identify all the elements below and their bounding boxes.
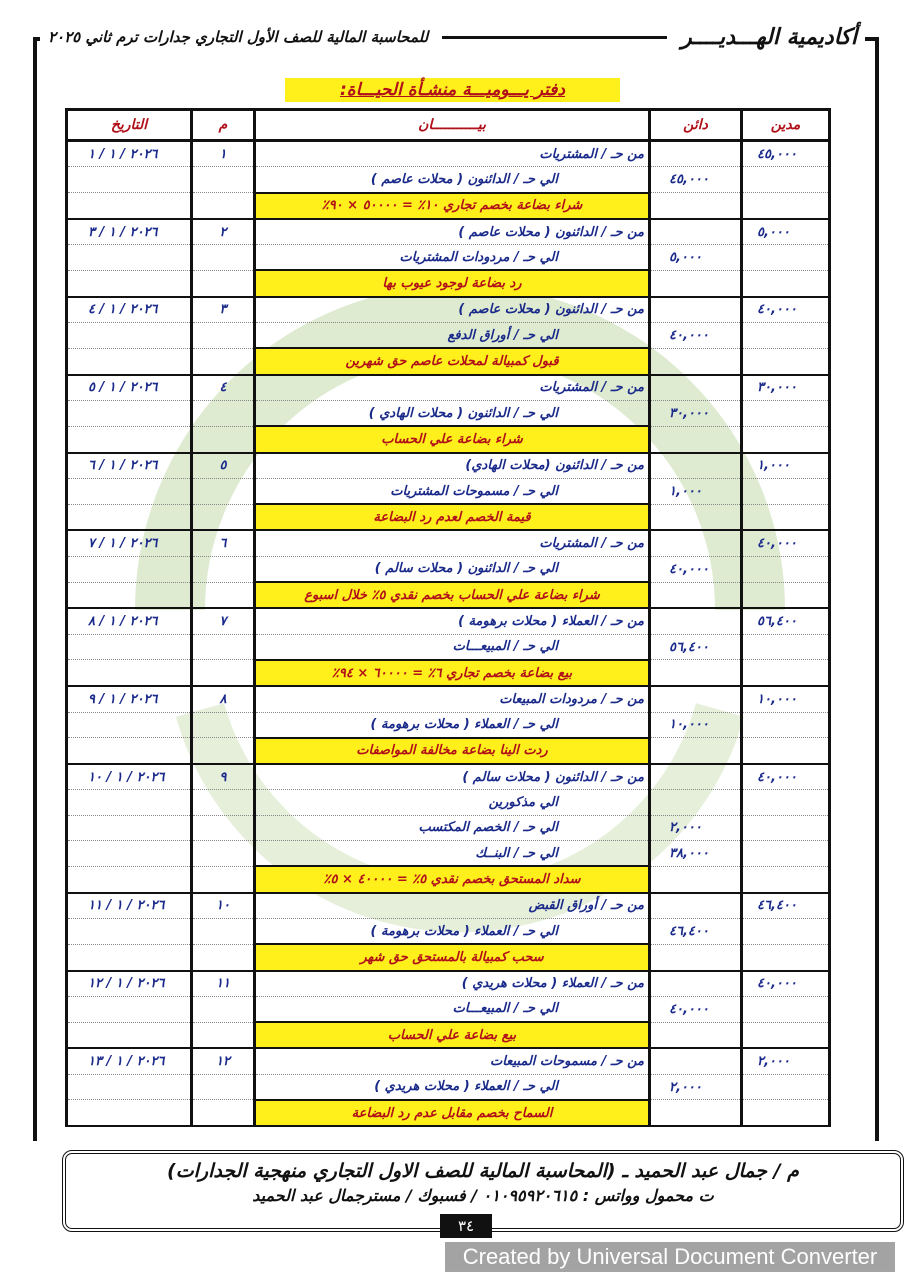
debit-account: من حـ / العملاء ( محلات برهومة ) (255, 608, 650, 634)
debit-amount (742, 323, 830, 349)
entry-number: ٢ (192, 219, 255, 245)
journal-line (67, 815, 830, 840)
credit-account: الي حـ / مسموحات المشتريات (255, 478, 650, 504)
debit-amount (742, 193, 830, 219)
entry-date (67, 504, 192, 530)
credit-amount (650, 738, 742, 764)
credit-account: الي حـ / البنــك (255, 841, 650, 867)
entry-number (192, 504, 255, 530)
debit-amount: ٤٠,٠٠٠ (742, 971, 830, 997)
entry-date: ٢٠٢٦ / ١ / ١ (67, 141, 192, 167)
journal-line (67, 1048, 830, 1074)
credit-amount (650, 893, 742, 919)
entry-number (192, 866, 255, 892)
credit-amount: ١,٠٠٠ (650, 478, 742, 504)
entry-explanation: شراء بضاعة بخصم تجاري ١٠٪ = ٥٠٠٠٠ × ٩٠٪ (255, 193, 650, 219)
credit-amount (650, 348, 742, 374)
entry-number (192, 193, 255, 219)
entry-explanation: ردت الينا بضاعة مخالفة المواصفات (255, 738, 650, 764)
academy-name: أكاديمية الهـــديــــر (673, 25, 865, 50)
entry-date: ٢٠٢٦ / ١ / ١١ (67, 893, 192, 919)
entry-number: ٧ (192, 608, 255, 634)
credit-account: الي حـ / الدائنون ( محلات عاصم ) (255, 167, 650, 193)
credit-amount (650, 219, 742, 245)
entry-number (192, 996, 255, 1022)
credit-account: الي حـ / الدائنون ( محلات سالم ) (255, 556, 650, 582)
entry-explanation: شراء بضاعة علي الحساب بخصم نقدي ٥٪ خلال اسبوع (255, 582, 650, 608)
entry-date: ٢٠٢٦ / ١ / ٤ (67, 297, 192, 323)
entry-date (67, 1100, 192, 1126)
credit-account: الي حـ / أوراق الدفع (255, 323, 650, 349)
debit-amount (742, 556, 830, 582)
debit-amount: ٤٥,٠٠٠ (742, 141, 830, 167)
entry-date (67, 996, 192, 1022)
journal-note-row (67, 582, 830, 608)
debit-amount (742, 660, 830, 686)
entry-date (67, 582, 192, 608)
debit-amount (742, 738, 830, 764)
entry-number (192, 944, 255, 970)
credit-amount (650, 608, 742, 634)
journal-line (67, 167, 830, 193)
entry-explanation: بيع بضاعة علي الحساب (255, 1022, 650, 1048)
col-debit: مدين (742, 110, 830, 141)
entry-date: ٢٠٢٦ / ١ / ٥ (67, 375, 192, 401)
entry-explanation: سداد المستحق بخصم نقدي ٥٪ = ٤٠٠٠٠ × ٥٪ (255, 866, 650, 892)
entry-number (192, 1022, 255, 1048)
entry-explanation: السماح بخصم مقابل عدم رد البضاعة (255, 1100, 650, 1126)
entry-date (67, 556, 192, 582)
credit-amount (650, 270, 742, 296)
debit-amount (742, 1100, 830, 1126)
credit-amount (650, 530, 742, 556)
entry-date: ٢٠٢٦ / ١ / ٦ (67, 453, 192, 479)
entry-date (67, 738, 192, 764)
credit-amount: ٢,٠٠٠ (650, 1074, 742, 1100)
credit-account: الي حـ / العملاء ( محلات هريدي ) (255, 1074, 650, 1100)
debit-amount: ١,٠٠٠ (742, 453, 830, 479)
debit-account: من حـ / الدائنون (محلات الهادي) (255, 453, 650, 479)
entry-date: ٢٠٢٦ / ١ / ١٣ (67, 1048, 192, 1074)
debit-amount: ٤٠,٠٠٠ (742, 297, 830, 323)
journal-line (67, 608, 830, 634)
page-number: ٣٤ (440, 1214, 492, 1238)
debit-amount (742, 478, 830, 504)
entry-date: ٢٠٢٦ / ١ / ١٠ (67, 764, 192, 790)
journal-note-row (67, 1022, 830, 1048)
debit-amount (742, 712, 830, 738)
debit-account: من حـ / مسموحات المبيعات (255, 1048, 650, 1074)
debit-amount (742, 815, 830, 840)
entry-number (192, 712, 255, 738)
debit-amount (742, 270, 830, 296)
credit-amount (650, 375, 742, 401)
debit-amount: ٤٦,٤٠٠ (742, 893, 830, 919)
debit-amount: ٢,٠٠٠ (742, 1048, 830, 1074)
credit-amount: ١٠,٠٠٠ (650, 712, 742, 738)
debit-account: من حـ / المشتريات (255, 530, 650, 556)
journal-title: دفتر يـــوميـــة منشـأة الحيـــاة: (285, 78, 620, 102)
entry-date (67, 167, 192, 193)
entry-date: ٢٠٢٦ / ١ / ١٢ (67, 971, 192, 997)
journal-line (67, 918, 830, 944)
credit-amount: ٥٦,٤٠٠ (650, 634, 742, 660)
entry-date (67, 841, 192, 867)
debit-account: من حـ / العملاء ( محلات هريدي ) (255, 971, 650, 997)
entry-date (67, 245, 192, 271)
journal-line (67, 297, 830, 323)
entry-number (192, 245, 255, 271)
credit-amount (650, 426, 742, 452)
entry-number (192, 478, 255, 504)
credit-amount: ٤٦,٤٠٠ (650, 918, 742, 944)
credit-account: الي مذكورين (255, 790, 650, 815)
entry-number (192, 556, 255, 582)
credit-account: الي حـ / الخصم المكتسب (255, 815, 650, 840)
credit-amount (650, 1022, 742, 1048)
credit-amount (650, 297, 742, 323)
entry-number (192, 270, 255, 296)
journal-note-row (67, 944, 830, 970)
debit-amount (742, 1022, 830, 1048)
entry-date (67, 815, 192, 840)
journal-note-row (67, 348, 830, 374)
entry-date: ٢٠٢٦ / ١ / ٨ (67, 608, 192, 634)
credit-account: الي حـ / العملاء ( محلات برهومة ) (255, 918, 650, 944)
entry-date (67, 270, 192, 296)
journal-line (67, 453, 830, 479)
entry-explanation: سحب كمبيالة بالمستحق حق شهر (255, 944, 650, 970)
credit-account: الي حـ / المبيعـــات (255, 996, 650, 1022)
credit-amount (650, 971, 742, 997)
debit-amount: ٥٦,٤٠٠ (742, 608, 830, 634)
entry-number (192, 1074, 255, 1100)
credit-amount: ٥,٠٠٠ (650, 245, 742, 271)
debit-amount (742, 841, 830, 867)
debit-account: من حـ / الدائنون ( محلات سالم ) (255, 764, 650, 790)
table-header-row (67, 110, 830, 141)
entry-date (67, 426, 192, 452)
credit-amount (650, 1100, 742, 1126)
debit-amount (742, 918, 830, 944)
entry-number (192, 400, 255, 426)
col-credit: دائن (650, 110, 742, 141)
credit-amount (650, 944, 742, 970)
journal-line (67, 686, 830, 712)
debit-amount (742, 348, 830, 374)
debit-amount (742, 1074, 830, 1100)
journal-note-row (67, 504, 830, 530)
journal-line (67, 893, 830, 919)
credit-amount: ٣٨,٠٠٠ (650, 841, 742, 867)
journal-note-row (67, 738, 830, 764)
credit-account: الي حـ / العملاء ( محلات برهومة ) (255, 712, 650, 738)
journal-line (67, 764, 830, 790)
journal-line (67, 841, 830, 867)
debit-amount: ٤٠,٠٠٠ (742, 530, 830, 556)
debit-account: من حـ / المشتريات (255, 375, 650, 401)
debit-amount: ٥,٠٠٠ (742, 219, 830, 245)
credit-amount (650, 141, 742, 167)
entry-number (192, 841, 255, 867)
credit-amount: ٤٥,٠٠٠ (650, 167, 742, 193)
credit-amount (650, 660, 742, 686)
entry-date (67, 323, 192, 349)
entry-date (67, 712, 192, 738)
journal-note-row (67, 270, 830, 296)
credit-account: الي حـ / مردودات المشتريات (255, 245, 650, 271)
credit-amount (650, 453, 742, 479)
entry-date (67, 660, 192, 686)
entry-number (192, 167, 255, 193)
entry-number (192, 426, 255, 452)
credit-amount: ٤٠,٠٠٠ (650, 556, 742, 582)
entry-date (67, 1022, 192, 1048)
debit-amount (742, 504, 830, 530)
credit-account: الي حـ / المبيعـــات (255, 634, 650, 660)
entry-number (192, 1100, 255, 1126)
debit-amount (742, 790, 830, 815)
debit-amount (742, 426, 830, 452)
entry-date (67, 478, 192, 504)
debit-amount (742, 634, 830, 660)
debit-amount: ٣٠,٠٠٠ (742, 375, 830, 401)
journal-table (65, 108, 831, 1127)
entry-number (192, 815, 255, 840)
entry-number (192, 790, 255, 815)
entry-date: ٢٠٢٦ / ١ / ٧ (67, 530, 192, 556)
credit-amount (650, 686, 742, 712)
entry-date: ٢٠٢٦ / ١ / ٩ (67, 686, 192, 712)
journal-note-row (67, 426, 830, 452)
entry-explanation: قيمة الخصم لعدم رد البضاعة (255, 504, 650, 530)
debit-account: من حـ / مردودات المبيعات (255, 686, 650, 712)
debit-amount (742, 996, 830, 1022)
debit-amount (742, 245, 830, 271)
footer-contact-line: ت محمول وواتس : ٠١٠٩٥٩٢٠٦١٥ / فسبوك / مسترجمال عبد الحميد (252, 1186, 714, 1205)
journal-note-row (67, 866, 830, 892)
entry-number: ٩ (192, 764, 255, 790)
entry-explanation: قبول كمبيالة لمحلات عاصم حق شهرين (255, 348, 650, 374)
debit-account: من حـ / الدائنون ( محلات عاصم ) (255, 219, 650, 245)
header-rule (442, 36, 667, 39)
entry-date (67, 1074, 192, 1100)
credit-amount (650, 193, 742, 219)
journal-line (67, 634, 830, 660)
entry-number (192, 582, 255, 608)
entry-number (192, 348, 255, 374)
credit-amount (650, 764, 742, 790)
col-description: بيـــــــــــان (255, 110, 650, 141)
entry-number (192, 660, 255, 686)
journal-line (67, 375, 830, 401)
debit-account: من حـ / الدائنون ( محلات عاصم ) (255, 297, 650, 323)
col-date: التاريخ (67, 110, 192, 141)
credit-amount: ٢,٠٠٠ (650, 815, 742, 840)
col-index: م (192, 110, 255, 141)
entry-number (192, 323, 255, 349)
debit-amount (742, 400, 830, 426)
entry-explanation: شراء بضاعة علي الحساب (255, 426, 650, 452)
journal-note-row (67, 1100, 830, 1126)
credit-amount: ٤٠,٠٠٠ (650, 996, 742, 1022)
debit-account: من حـ / أوراق القبض (255, 893, 650, 919)
debit-amount (742, 944, 830, 970)
journal-line (67, 219, 830, 245)
converter-watermark: Created by Universal Document Converter (445, 1242, 895, 1272)
journal-line (67, 323, 830, 349)
journal-line (67, 141, 830, 167)
entry-number: ١ (192, 141, 255, 167)
debit-amount: ٤٠,٠٠٠ (742, 764, 830, 790)
entry-date (67, 918, 192, 944)
journal-note-row (67, 193, 830, 219)
credit-amount (650, 790, 742, 815)
journal-line (67, 556, 830, 582)
debit-amount (742, 167, 830, 193)
journal-note-row (67, 660, 830, 686)
debit-account: من حـ / المشتريات (255, 141, 650, 167)
journal-line (67, 971, 830, 997)
debit-amount (742, 582, 830, 608)
journal-line (67, 400, 830, 426)
journal-line (67, 1074, 830, 1100)
credit-amount: ٤٠,٠٠٠ (650, 323, 742, 349)
entry-number: ٨ (192, 686, 255, 712)
journal-line (67, 996, 830, 1022)
entry-number: ١٠ (192, 893, 255, 919)
journal-line (67, 712, 830, 738)
entry-date: ٢٠٢٦ / ١ / ٣ (67, 219, 192, 245)
debit-amount (742, 866, 830, 892)
journal-line (67, 478, 830, 504)
header-subtitle: للمحاسبة المالية للصف الأول التجاري جدارات ترم ثاني ٢٠٢٥ (40, 28, 436, 46)
entry-date (67, 866, 192, 892)
entry-number: ١١ (192, 971, 255, 997)
entry-number (192, 634, 255, 660)
entry-date (67, 634, 192, 660)
footer-author-line: م / جمال عبد الحميد ـ (المحاسبة المالية للصف الاول التجاري منهجية الجدارات) (167, 1160, 799, 1182)
entry-date (67, 944, 192, 970)
journal-line (67, 245, 830, 271)
page-header (40, 22, 865, 52)
entry-number: ٦ (192, 530, 255, 556)
journal-line (67, 530, 830, 556)
debit-amount: ١٠,٠٠٠ (742, 686, 830, 712)
credit-account: الي حـ / الدائنون ( محلات الهادي ) (255, 400, 650, 426)
entry-date (67, 348, 192, 374)
entry-number (192, 738, 255, 764)
entry-date (67, 193, 192, 219)
entry-number: ٣ (192, 297, 255, 323)
entry-number: ١٢ (192, 1048, 255, 1074)
entry-date (67, 790, 192, 815)
credit-amount (650, 582, 742, 608)
entry-explanation: رد بضاعة لوجود عيوب بها (255, 270, 650, 296)
entry-number: ٥ (192, 453, 255, 479)
credit-amount (650, 866, 742, 892)
journal-line (67, 790, 830, 815)
entry-number (192, 918, 255, 944)
entry-explanation: بيع بضاعة بخصم تجاري ٦٪ = ٦٠٠٠٠ × ٩٤٪ (255, 660, 650, 686)
entry-number: ٤ (192, 375, 255, 401)
entry-date (67, 400, 192, 426)
credit-amount (650, 504, 742, 530)
credit-amount: ٣٠,٠٠٠ (650, 400, 742, 426)
credit-amount (650, 1048, 742, 1074)
